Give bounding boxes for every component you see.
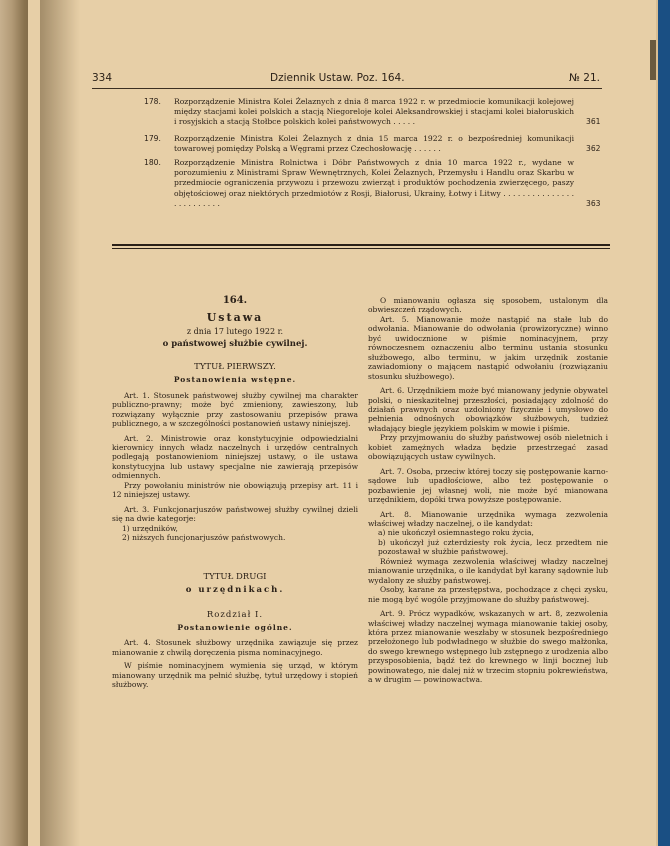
chapter-subtitle: Postanowienie ogólne.: [177, 622, 293, 632]
article-7: Art. 7. Osoba, przeciw której toczy się postępowanie karno-sądowe lub upadłościowe, albo też postępowanie o pozbawienie jej własnej woli, nie może być mianowana urzędnikiem, dopóki trwa powyższe postępowanie.: [368, 466, 608, 505]
article-8-item: a) nie ukończył osiemnastego roku życia,: [378, 528, 534, 538]
part1-subtitle: Postanowienia wstępne.: [173, 375, 297, 385]
article-9: Art. 9. Prócz wypadków, wskazanych w art. 8, zezwolenia właściwej władzy naczelnej wymaga mianowanie takiej osoby, która przez mianowanie weszłaby w stosunek bezpośredniego przełożonego lub podwładnego w służbie do swego małżonka, do swego krewnego wstępnego lub zstępnego z urodzenia albo przysposobienia, bądź też do krewnego w linji bocznej lub powinowatego, nie dalej niż w trzecim stopniu pokrewieństwa, a w drugim — powinowactwa.: [368, 609, 608, 685]
article-1: Art. 1. Stosunek państwowej służby cywilnej ma charakter publiczno-prawny; może być zmieniony, zawieszony, lub rozwiązany wyłącznie przy zastosowaniu przepisów prawa publicznego, a w szczególności postanowień ustawy niniejszej.: [112, 390, 358, 429]
toc-page: 361: [586, 117, 601, 126]
article-2-paragraph: Przy powołaniu ministrów nie obowiązują przepisy art. 11 i 12 niniejszej ustawy.: [112, 480, 358, 500]
page-edge: [650, 40, 656, 80]
page-number: 334: [92, 72, 113, 84]
law-title: Ustawa: [206, 311, 264, 325]
header-rule: [92, 88, 602, 89]
toc-number: 180.: [144, 158, 161, 167]
article-4: Art. 4. Stosunek służbowy urzędnika zawiązuje się przez mianowanie z chwilą doręczenia pisma nominacyjnego.: [112, 638, 358, 657]
gutter-shadow: [40, 0, 80, 846]
article-8-paragraph-2: Osoby, karane za przestępstwa, pochodzące z chęci zysku, nie mogą być wogóle przyjmowane do służby państwowej.: [368, 585, 608, 604]
right-column: [368, 296, 608, 685]
law-date: z dnia 17 lutego 1922 r.: [186, 326, 284, 336]
toc-number: 178.: [144, 97, 161, 106]
article-4-paragraph: W piśmie nominacyjnem wymienia się urząd, w którym mianowany urzędnik ma pełnić służbę, tytuł urzędowy i stopień służbowy.: [112, 661, 358, 690]
toc-text: Rozporządzenie Ministra Rolnictwa i Dóbr Państwowych z dnia 10 marca 1922 r., wydane w porozumieniu z Ministrami Spraw Wewnętrznych, Kolei Żelaznych, Przemysłu i Handlu oraz Skarbu w przedmiocie ograniczenia przywozu i przewozu zwierząt i produktów pochodzenia zwierzęcego, paszy objętościowej oraz niektórych przedmiotów z Rosji, Białorusi, Ukrainy, Łotwy i Litwy . . . . . . . . . . . . . . . . . . . . . . . . .: [174, 158, 574, 208]
announcement-paragraph: O mianowaniu ogłasza się sposobem, ustalonym dla obwieszczeń rządowych.: [368, 296, 608, 315]
article-3-item: 1) urzędników,: [122, 523, 178, 533]
article-8: Art. 8. Mianowanie urzędnika wymaga zezwolenia właściwej władzy naczelnej, o ile kandydat:: [368, 509, 608, 528]
law-subject: o państwowej służbie cywilnej.: [162, 339, 308, 350]
issue-number: № 21.: [569, 72, 600, 84]
chapter-title: Rozdział I.: [206, 610, 264, 621]
position-number: 164.: [222, 295, 248, 306]
part1-title: TYTUŁ PIERWSZY.: [194, 361, 276, 372]
part2-title: TYTUŁ DRUGI: [203, 571, 267, 582]
journal-title: Dziennik Ustaw. Poz. 164.: [270, 72, 405, 84]
article-8-item: b) ukończył już czterdziesty rok życia, lecz przedtem nie pozostawał w służbie państwowej.: [378, 537, 608, 557]
left-column: [112, 296, 358, 690]
article-5: Art. 5. Mianowanie może nastąpić na stałe lub do odwołania. Mianowanie do odwołania (prowizoryczne) winno być uwidocznione w piśmie nominacyjnem, przy równoczesnem oznaczeniu albo terminu ustania stosunku służbowego, albo terminu, w jakim urzędnik zostanie zawiadomiony o mającem nastąpić odwołaniu (rozwiązaniu stosunku służbowego).: [368, 314, 608, 381]
toc-page: 363: [586, 199, 601, 208]
article-2: Art. 2. Ministrowie oraz konstytucyjnie odpowiedzialni kierownicy innych władz naczelnych i urzędów centralnych podlegają postanowieniom niniejszej ustawy, o ile ustawa konstytucyjna lub ustawy specjalne nie zawierają przepisów odmiennych.: [112, 433, 358, 481]
article-6: Art. 6. Urzędnikiem może być mianowany jedynie obywatel polski, o nieskazitelnej przeszłości, posiadający zdolność do działań prawnych oraz uzdolniony fizycznie i umysłowo do pełnienia odnośnych obowiązków służbowych, tudzież władający biegle językiem polskim w mowie i piśmie.: [368, 386, 608, 433]
toc-text: Rozporządzenie Ministra Kolei Żelaznych z dnia 15 marca 1922 r. o bezpośredniej komunikacji towarowej pomiędzy Polską a Węgrami przez Czechosłowację . . . . . .: [174, 134, 574, 154]
toc-text: Rozporządzenie Ministra Kolei Żelaznych z dnia 8 marca 1922 r. w przedmiocie komunikacji kolejowej między stacjami kolei polskich a stacją Niegoreloje kolei Aleksandrowskiej i stacjami kolei białoruskich i rosyjskich a stacją Stołbce polskich kolei państwowych . . . . .: [174, 97, 574, 127]
article-6-paragraph: Przy przyjmowaniu do służby państwowej osób nieletnich i kobiet zamężnych władza będzie przestrzegać zasad obowiązujących ustaw cywilnych.: [368, 433, 608, 462]
toc-page: 362: [586, 144, 601, 153]
part2-subtitle: o urzędnikach.: [185, 584, 285, 595]
article-8-paragraph: Również wymaga zezwolenia właściwej władzy naczelnej mianowanie urzędnika, o ile kandydat był karany sądownie lub wydalony ze służby państwowej.: [368, 556, 608, 585]
section-divider: [112, 244, 610, 246]
page-header: [92, 72, 600, 86]
article-3: Art. 3. Funkcjonarjuszów państwowej służby cywilnej dzieli się na dwie kategorje:: [112, 504, 358, 524]
toc-number: 179.: [144, 134, 161, 143]
article-3-item: 2) niższych funcjonarjuszów państwowych.: [122, 533, 286, 543]
section-divider-thin: [112, 248, 610, 249]
